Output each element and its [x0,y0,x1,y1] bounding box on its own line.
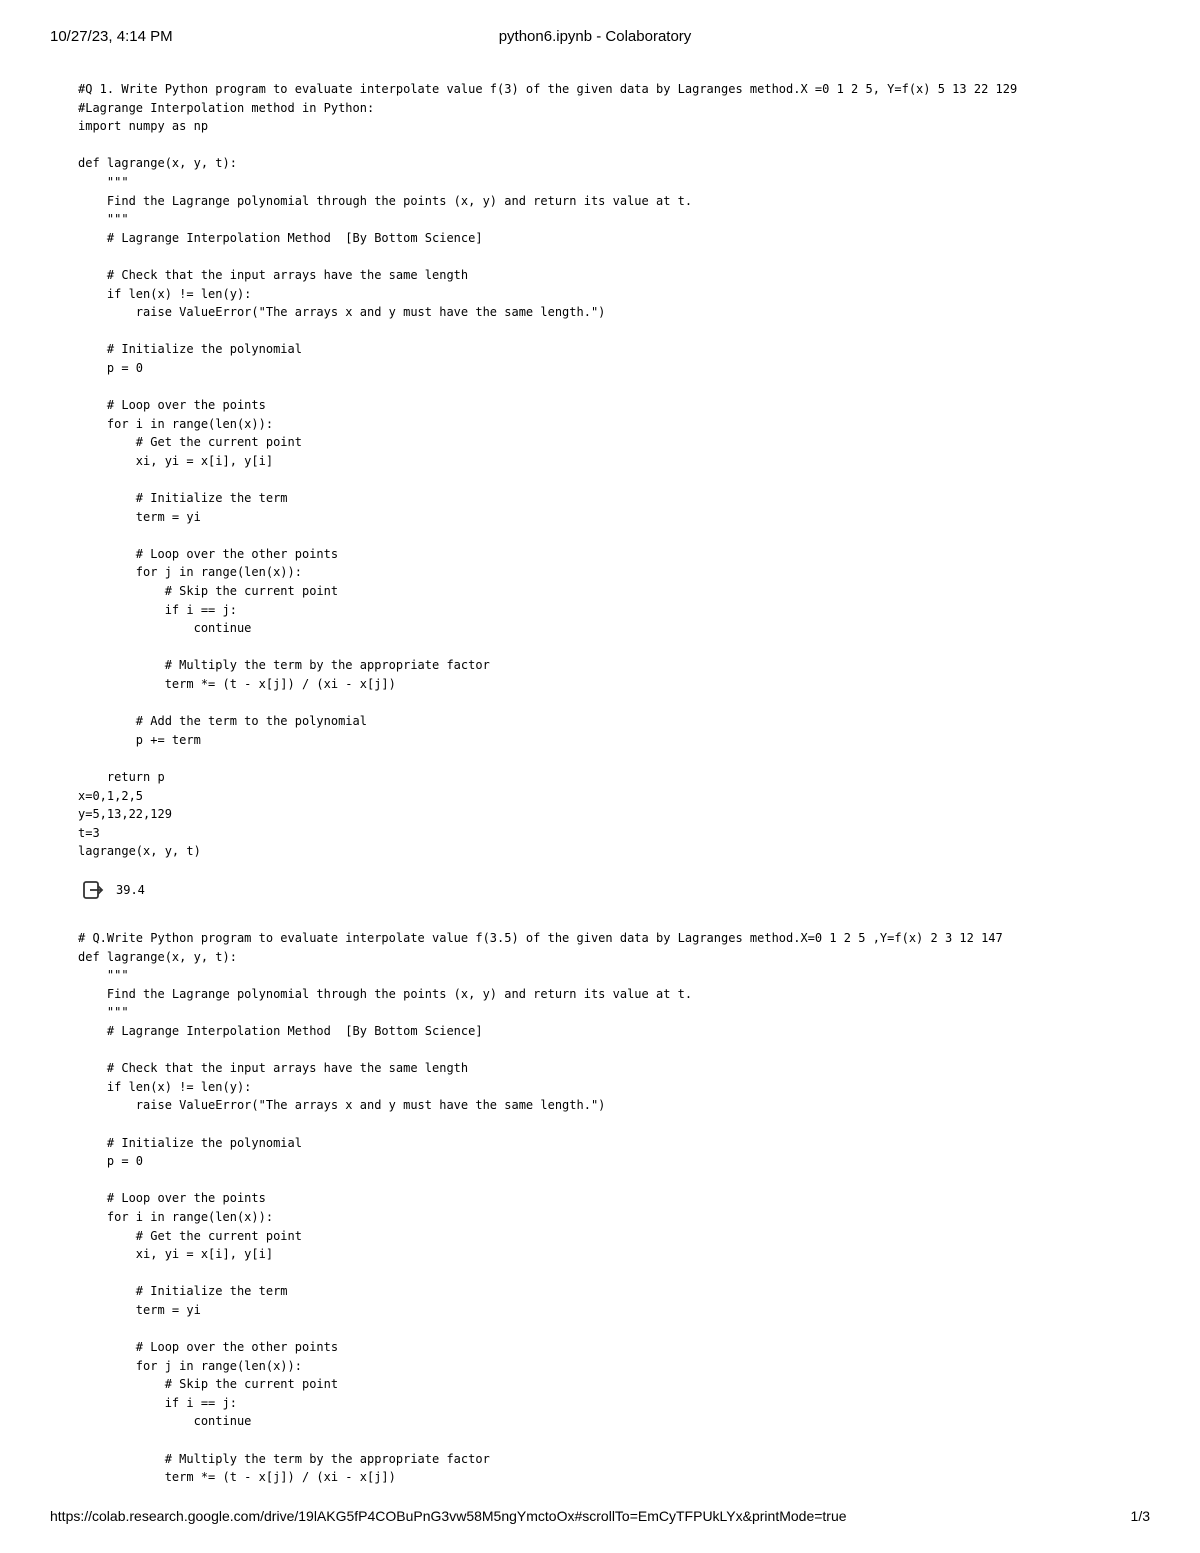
code-line: # Check that the input arrays have the same length [78,267,469,282]
cell-1-output [82,879,145,901]
code-line: # Skip the current point [78,584,339,599]
code-line: if i == j: [78,1395,237,1410]
code-line: term *= (t - x[j]) / (xi - x[j]) [78,1470,396,1485]
code-line: term *= (t - x[j]) / (xi - x[j]) [78,677,396,691]
code-line [78,1431,1003,1450]
code-line [78,247,1017,266]
code-line [78,1264,1003,1283]
code-line: # Multiply the term by the appropriate factor [78,658,490,673]
code-line: Find the Lagrange polynomial through the points (x, y) and return its value at t. [78,193,693,208]
code-line: # Loop over the other points [78,1340,339,1355]
code-line: for j in range(len(x)): [78,565,302,580]
code-line [78,378,1017,397]
code-line: continue [78,621,252,636]
code-line: lagrange(x, y, t) [78,844,201,859]
code-line: # Loop over the other points [78,546,339,561]
code-line: # Initialize the polynomial [78,342,302,357]
code-line: """ [78,212,129,227]
code-line: # Initialize the term [78,491,288,506]
code-line: # Loop over the points [78,1191,266,1206]
code-line: t=3 [78,825,100,840]
code-line: return p [78,769,165,784]
output-value: 39.4 [116,883,145,897]
code-line: for j in range(len(x)): [78,1358,302,1373]
code-line: continue [78,1414,252,1429]
code-line: if len(x) != len(y): [78,1079,252,1094]
code-line: x=0,1,2,5 [78,788,144,803]
code-line: # Initialize the term [78,1284,288,1299]
code-line: # Get the current point [78,1228,302,1243]
page-url: https://colab.research.google.com/drive/19lAKG5fP4COBuPnG3vw58M5ngYmctoOx#scrollTo=EmCyTFPUkLYx&printMode=true [50,1508,847,1524]
code-line [78,470,1017,489]
code-line: def lagrange(x, y, t): [78,156,237,171]
code-line: for i in range(len(x)): [78,416,274,431]
code-line: """ [78,1005,129,1020]
code-line [78,638,1017,657]
code-line: """ [78,968,129,983]
code-line [78,1115,1003,1134]
code-line: # Initialize the polynomial [78,1135,302,1150]
code-line [78,1171,1003,1190]
code-line: # Skip the current point [78,1377,339,1392]
code-line: #Q 1. Write Python program to evaluate interpolate value f(3) of the given data by Lagranges method.X =0 1 2 5, Y=f(x) 5 13 22 129 [78,82,1018,96]
code-line: xi, yi = x[i], y[i] [78,1247,274,1262]
page-title: python6.ipynb - Colaboratory [498,28,692,45]
code-line: # Q.Write Python program to evaluate interpolate value f(3.5) of the given data by Lagranges method.X=0 1 2 5 ,Y=f(x) 2 3 12 147 [78,931,1003,945]
code-line: # Add the term to the polynomial [78,714,367,729]
code-line: if i == j: [78,602,237,617]
code-line [78,749,1017,768]
code-line: p = 0 [78,1154,144,1169]
code-cell-2[interactable] [78,929,1003,1487]
code-line [78,1319,1003,1338]
code-line: raise ValueError("The arrays x and y must have the same length.") [78,1098,606,1113]
code-line: # Lagrange Interpolation Method [By Bottom Science] [78,1023,483,1038]
code-line [78,136,1017,155]
code-line: p += term [78,732,201,747]
code-line: term = yi [78,1302,201,1317]
code-line: def lagrange(x, y, t): [78,949,237,964]
code-line: """ [78,174,129,189]
code-line: # Get the current point [78,435,302,450]
page-number: 1/3 [1130,1508,1150,1524]
code-line: # Check that the input arrays have the same length [78,1061,469,1076]
code-line [78,694,1017,713]
code-line: y=5,13,22,129 [78,807,172,822]
code-line [78,1041,1003,1060]
code-line: # Lagrange Interpolation Method [By Bottom Science] [78,230,483,245]
code-line: Find the Lagrange polynomial through the points (x, y) and return its value at t. [78,986,693,1001]
code-line: for i in range(len(x)): [78,1209,274,1224]
code-line: # Loop over the points [78,398,266,413]
print-datetime: 10/27/23, 4:14 PM [50,28,173,45]
code-line [78,322,1017,341]
code-line: import numpy as np [78,119,209,134]
code-line: raise ValueError("The arrays x and y must have the same length.") [78,305,606,320]
code-line: #Lagrange Interpolation method in Python: [78,100,375,115]
code-line: p = 0 [78,360,144,375]
code-line [78,526,1017,545]
code-cell-1[interactable] [78,80,1017,861]
code-line: if len(x) != len(y): [78,286,252,301]
code-line: xi, yi = x[i], y[i] [78,453,274,468]
code-line: term = yi [78,509,201,524]
code-line: # Multiply the term by the appropriate factor [78,1451,490,1466]
output-arrow-icon [82,879,104,901]
